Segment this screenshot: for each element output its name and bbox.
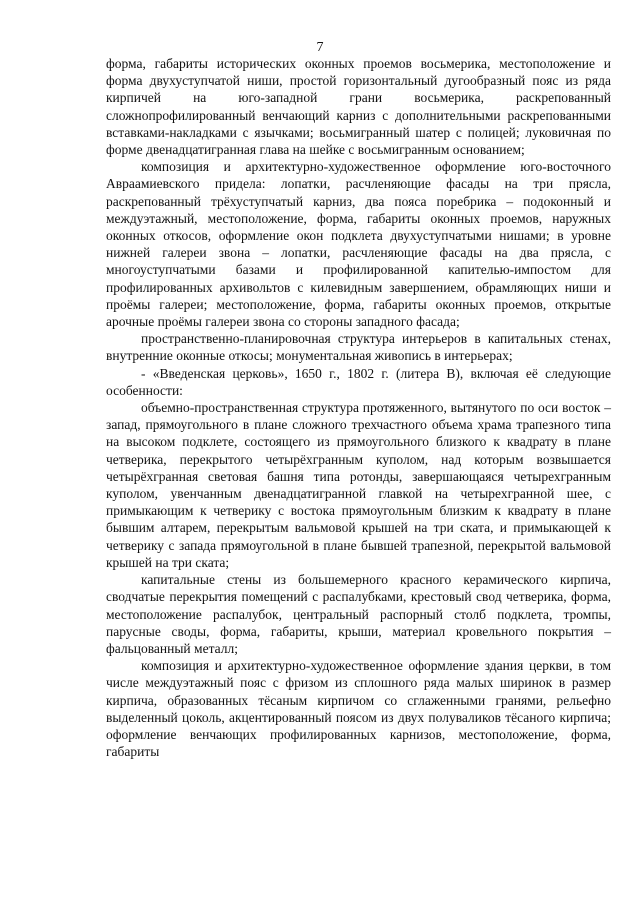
paragraph-volume-structure: объемно-пространственная структура протяженного, вытянутого по оси восток – запад, прямоугольного в плане сложного трехчастного объема храма трапезного типа на высоком подклете, состоящего из прямоугольного близкого к квадрату в плане четверика, перекрытого четырёхгранным куполом, над которым возвышается четырёхгранная световая башня типа ротонды, завершающаяся четырехгранным куполом, увенчанным двенадцатигранной главкой на четырехгранной шее, с примыкающим к четверику с востока прямоугольным близким к квадрату в плане бывшим алтарем, перекрытым вальмовой крышей на три ската, и примыкающей к четверику с запада прямоугольной в плане бывшей трапезной, перекрытой вальмовой крышей на три ската; xyxy=(106,400,611,570)
paragraph-octagon-features: форма, габариты исторических оконных проемов восьмерика, местоположение и форма двухуступчатой ниши, простой горизонтальный дугообразный пояс из ряда кирпичей на юго-западной грани восьмерика, раскрепованный сложнопрофилированный венчающий карниз с дополнительными раскрепованными вставками-накладками с язычками; восьмигранный шатер с полицей; луковичная по форме двенадцатигранная глава на шейке с восьмигранным основанием; xyxy=(106,56,611,158)
paragraph-vvedenskaya-church: - «Введенская церковь», 1650 г., 1802 г. (литера В), включая её следующие особенности: xyxy=(106,365,611,398)
document-body xyxy=(106,55,611,760)
paragraph-avraamievsky-chapel: композиция и архитектурно-художественное оформление юго-восточного Авраамиевского придела: лопатки, расчленяющие фасады на три прясла, раскрепованный трёхуступчатый карниз, два пояса поребрика – подоконный и междуэтажный, местоположение, форма, габариты оконных проемов, наружных оконных откосов, оформление окон подклета двухуступчатыми нишами; в уровне нижней галереи звона – лопатки, расчленяющие фасады на два прясла, с многоуступчатыми базами и профилированной капителью-импостом для профилированных архивольтов с килевидным завершением, обрамляющих ниши и проёмы галереи; местоположение, форма, габариты оконных проемов, открытые арочные проёмы галереи звона со стороны западного фасада; xyxy=(106,159,611,330)
paragraph-capital-walls: капитальные стены из большемерного красного керамического кирпича, сводчатые перекрытия помещений с распалубками, крестовый свод четверика, форма, местоположение распалубок, центральный распорный столб подклета, тромпы, парусные своды, форма, габариты, крыши, материал кровельного покрытия – фальцованный металл; xyxy=(106,572,611,656)
paragraph-church-composition: композиция и архитектурно-художественное оформление здания церкви, в том числе междуэтажный пояс с фризом из сплошного ряда малых ширинок в размер кирпича, образованных тёсаным кирпичом со сглаженными гранями, рельефно выделенный цоколь, акцентированный поясом из двух полуваликов тёсаного кирпича; оформление венчающих профилированных карнизов, местоположение, форма, габариты xyxy=(106,658,611,760)
page-number: 7 xyxy=(316,40,324,55)
paragraph-interior-structure: пространственно-планировочная структура интерьеров в капитальных стенах, внутренние оконные откосы; монументальная живопись в интерьерах; xyxy=(106,331,611,364)
